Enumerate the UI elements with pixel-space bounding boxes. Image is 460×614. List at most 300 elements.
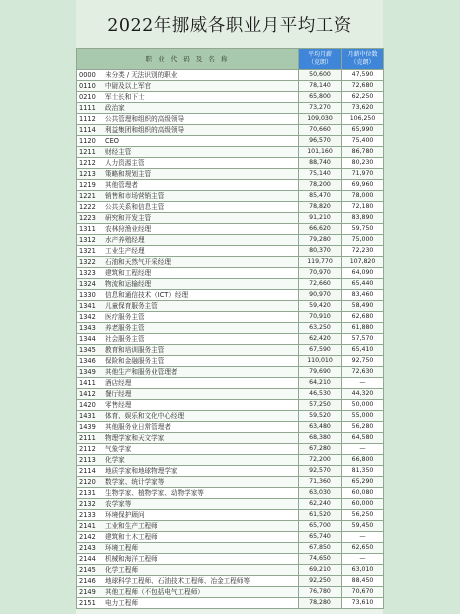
occupation-code: 1321 [79, 247, 96, 255]
table-row [77, 433, 384, 444]
table-body [77, 70, 384, 609]
table-row [77, 191, 384, 202]
occupation-code: 2111 [79, 434, 96, 442]
header-average-line2: （克朗） [307, 59, 332, 66]
table-row [77, 257, 384, 268]
table-row [77, 169, 384, 180]
occupation-code: 1112 [79, 115, 96, 123]
occupation-code: 2112 [79, 445, 96, 453]
occupation-name: 利益集团和组织的高级领导 [105, 126, 185, 134]
occupation-name: 政治家 [105, 104, 125, 112]
average-salary-cell: 78,280 [299, 598, 342, 609]
median-salary-cell: 61,880 [342, 323, 384, 334]
average-salary-cell: 109,030 [299, 114, 342, 125]
median-salary-cell: 59,750 [342, 224, 384, 235]
average-salary-cell: 78,820 [299, 202, 342, 213]
average-salary-cell: 64,210 [299, 378, 342, 389]
median-salary-cell: 50,000 [342, 400, 384, 411]
median-salary-cell: 57,570 [342, 334, 384, 345]
average-salary-cell: 101,160 [299, 147, 342, 158]
occupation-code: 0210 [79, 93, 96, 101]
occupation-code: 2144 [79, 555, 96, 563]
average-salary-cell: 65,740 [299, 532, 342, 543]
table-row [77, 587, 384, 598]
occupation-cell [77, 543, 299, 554]
median-salary-cell: 62,650 [342, 543, 384, 554]
median-salary-cell: 72,680 [342, 81, 384, 92]
occupation-code: 1431 [79, 412, 96, 420]
table-row [77, 345, 384, 356]
occupation-cell [77, 158, 299, 169]
occupation-cell [77, 345, 299, 356]
header-median-line1: 月薪中位数 [347, 51, 378, 58]
average-salary-cell: 63,030 [299, 488, 342, 499]
table-row [77, 323, 384, 334]
occupation-cell [77, 169, 299, 180]
occupation-code: 1213 [79, 170, 96, 178]
average-salary-cell: 62,420 [299, 334, 342, 345]
table-row [77, 103, 384, 114]
average-salary-cell: 92,250 [299, 576, 342, 587]
occupation-name: 工业生产经理 [105, 247, 145, 255]
occupation-name: 中尉及以上军官 [105, 82, 152, 90]
occupation-name: 化学家 [105, 456, 125, 464]
page-title: 2022年挪威各职业月平均工资 [76, 0, 383, 48]
average-salary-cell: 110,010 [299, 356, 342, 367]
occupation-name: 石油和天然气开采经理 [105, 258, 171, 266]
average-salary-cell: 79,280 [299, 235, 342, 246]
occupation-name: 地质学家和地球物理学家 [105, 467, 178, 475]
median-salary-cell: 73,620 [342, 103, 384, 114]
table-row [77, 477, 384, 488]
occupation-name: 公共管理和组织的高级领导 [105, 115, 185, 123]
average-salary-cell: 74,650 [299, 554, 342, 565]
occupation-code: 1324 [79, 280, 96, 288]
average-salary-cell: 70,970 [299, 268, 342, 279]
median-salary-cell: 58,490 [342, 301, 384, 312]
table-row [77, 268, 384, 279]
median-salary-cell: — [342, 532, 384, 543]
table-row [77, 521, 384, 532]
occupation-cell [77, 422, 299, 433]
average-salary-cell: 72,660 [299, 279, 342, 290]
occupation-cell [77, 565, 299, 576]
median-salary-cell: 107,820 [342, 257, 384, 268]
occupation-cell [77, 147, 299, 158]
average-salary-cell: 67,280 [299, 444, 342, 455]
table-row [77, 136, 384, 147]
occupation-name: 财经主管 [105, 148, 132, 156]
table-row [77, 180, 384, 191]
occupation-name: 数学家、统计学家等 [105, 478, 165, 486]
occupation-cell [77, 510, 299, 521]
occupation-code: 2132 [79, 500, 96, 508]
occupation-name: 化学工程师 [105, 566, 138, 574]
median-salary-cell: 72,630 [342, 367, 384, 378]
occupation-name: 信息和通信技术（ICT）经理 [105, 291, 189, 299]
occupation-code: 2145 [79, 566, 96, 574]
median-salary-cell: 62,250 [342, 92, 384, 103]
table-row [77, 224, 384, 235]
occupation-cell [77, 235, 299, 246]
median-salary-cell: 83,890 [342, 213, 384, 224]
median-salary-cell: — [342, 444, 384, 455]
occupation-name: 电力工程师 [105, 599, 138, 607]
header-median-line2: （克朗） [350, 59, 375, 66]
occupation-cell [77, 433, 299, 444]
header-average-line1: 平均月薪 [307, 51, 332, 58]
occupation-cell [77, 444, 299, 455]
median-salary-cell: 72,180 [342, 202, 384, 213]
median-salary-cell: 75,000 [342, 235, 384, 246]
occupation-name: 保险和金融服务主管 [105, 357, 165, 365]
table-row [77, 411, 384, 422]
occupation-name: 环境工程师 [105, 544, 138, 552]
average-salary-cell: 59,520 [299, 411, 342, 422]
occupation-code: 2113 [79, 456, 96, 464]
occupation-name: 体育、娱乐和文化中心经理 [105, 412, 185, 420]
occupation-cell [77, 257, 299, 268]
occupation-cell [77, 587, 299, 598]
occupation-code: 1212 [79, 159, 96, 167]
table-row [77, 125, 384, 136]
occupation-cell [77, 246, 299, 257]
occupation-cell [77, 466, 299, 477]
table-row [77, 400, 384, 411]
average-salary-cell: 70,660 [299, 125, 342, 136]
average-salary-cell: 79,690 [299, 367, 342, 378]
occupation-cell [77, 312, 299, 323]
occupation-cell [77, 356, 299, 367]
average-salary-cell: 66,620 [299, 224, 342, 235]
average-salary-cell: 70,910 [299, 312, 342, 323]
occupation-name: 其他管理者 [105, 181, 138, 189]
occupation-cell [77, 400, 299, 411]
average-salary-cell: 46,530 [299, 389, 342, 400]
average-salary-cell: 67,590 [299, 345, 342, 356]
header-average-salary [299, 49, 342, 70]
occupation-code: 1221 [79, 192, 96, 200]
occupation-name: 未分类 / 无法识别的职业 [105, 71, 178, 79]
occupation-name: 农学家等 [105, 500, 132, 508]
occupation-name: 策略和规划主管 [105, 170, 152, 178]
average-salary-cell: 72,200 [299, 455, 342, 466]
table-header-row [77, 49, 384, 70]
occupation-cell [77, 323, 299, 334]
table-row [77, 202, 384, 213]
table-row [77, 499, 384, 510]
occupation-code: 2143 [79, 544, 96, 552]
occupation-name: 人力资源主管 [105, 159, 145, 167]
occupation-name: 军士长和下士 [105, 93, 145, 101]
average-salary-cell: 62,240 [299, 499, 342, 510]
median-salary-cell: — [342, 378, 384, 389]
occupation-cell [77, 279, 299, 290]
occupation-name: 环境保护顾问 [105, 511, 145, 519]
occupation-cell [77, 114, 299, 125]
occupation-code: 2114 [79, 467, 96, 475]
average-salary-cell: 63,250 [299, 323, 342, 334]
occupation-code: 2133 [79, 511, 96, 519]
occupation-code: 1341 [79, 302, 96, 310]
occupation-code: 2120 [79, 478, 96, 486]
average-salary-cell: 67,850 [299, 543, 342, 554]
occupation-code: 1344 [79, 335, 96, 343]
occupation-cell [77, 136, 299, 147]
average-salary-cell: 78,200 [299, 180, 342, 191]
median-salary-cell: 56,250 [342, 510, 384, 521]
occupation-code: 1223 [79, 214, 96, 222]
occupation-cell [77, 81, 299, 92]
table-row [77, 444, 384, 455]
occupation-name: 教育和培训服务主管 [105, 346, 165, 354]
median-salary-cell: 64,580 [342, 433, 384, 444]
occupation-cell [77, 411, 299, 422]
occupation-code: 0000 [79, 71, 96, 79]
salary-table [76, 48, 384, 609]
table-row [77, 114, 384, 125]
average-salary-cell: 75,140 [299, 169, 342, 180]
table-row [77, 235, 384, 246]
median-salary-cell: 71,970 [342, 169, 384, 180]
median-salary-cell: 55,000 [342, 411, 384, 422]
occupation-code: 1219 [79, 181, 96, 189]
table-row [77, 576, 384, 587]
median-salary-cell: 106,250 [342, 114, 384, 125]
occupation-code: 1322 [79, 258, 96, 266]
median-salary-cell: 44,320 [342, 389, 384, 400]
table-row [77, 367, 384, 378]
average-salary-cell: 69,210 [299, 565, 342, 576]
median-salary-cell: 88,450 [342, 576, 384, 587]
table-row [77, 532, 384, 543]
occupation-name: 水产养殖经理 [105, 236, 145, 244]
occupation-name: 儿童保育服务主管 [105, 302, 158, 310]
table-row [77, 92, 384, 103]
median-salary-cell: 65,410 [342, 345, 384, 356]
occupation-code: 2142 [79, 533, 96, 541]
table-row [77, 356, 384, 367]
occupation-cell [77, 224, 299, 235]
table-row [77, 598, 384, 609]
occupation-name: 养老服务主管 [105, 324, 145, 332]
average-salary-cell: 71,360 [299, 477, 342, 488]
occupation-cell [77, 576, 299, 587]
average-salary-cell: 59,420 [299, 301, 342, 312]
table-row [77, 246, 384, 257]
median-salary-cell: 78,000 [342, 191, 384, 202]
occupation-name: 机械和海洋工程师 [105, 555, 158, 563]
header-occupation: 职 业 代 码 及 名 称 [77, 49, 299, 70]
occupation-name: 农林狩渔业经理 [105, 225, 152, 233]
median-salary-cell: 65,990 [342, 125, 384, 136]
occupation-code: 1323 [79, 269, 96, 277]
occupation-code: 2149 [79, 588, 96, 596]
average-salary-cell: 91,210 [299, 213, 342, 224]
occupation-code: 2151 [79, 599, 96, 607]
occupation-cell [77, 488, 299, 499]
occupation-cell [77, 455, 299, 466]
table-row [77, 290, 384, 301]
average-salary-cell: 88,740 [299, 158, 342, 169]
median-salary-cell: 66,800 [342, 455, 384, 466]
right-margin [383, 0, 460, 614]
occupation-code: 1345 [79, 346, 96, 354]
occupation-name: 其他工程师（不包括电气工程师） [105, 588, 204, 596]
average-salary-cell: 85,470 [299, 191, 342, 202]
occupation-cell [77, 334, 299, 345]
occupation-cell [77, 103, 299, 114]
occupation-code: 1343 [79, 324, 96, 332]
median-salary-cell: 73,610 [342, 598, 384, 609]
table-row [77, 279, 384, 290]
occupation-name: 物理学家和天文学家 [105, 434, 165, 442]
average-salary-cell: 78,140 [299, 81, 342, 92]
occupation-name: 建筑和工程经理 [105, 269, 152, 277]
occupation-name: 酒店经理 [105, 379, 132, 387]
average-salary-cell: 80,370 [299, 246, 342, 257]
occupation-code: 1439 [79, 423, 96, 431]
median-salary-cell: 80,230 [342, 158, 384, 169]
occupation-cell [77, 92, 299, 103]
occupation-name: 销售和市场营销主管 [105, 192, 165, 200]
table-row [77, 334, 384, 345]
occupation-name: 社会服务主管 [105, 335, 145, 343]
median-salary-cell: — [342, 554, 384, 565]
occupation-code: 0110 [79, 82, 96, 90]
header-median-salary [342, 49, 384, 70]
median-salary-cell: 62,680 [342, 312, 384, 323]
median-salary-cell: 63,010 [342, 565, 384, 576]
occupation-code: 1420 [79, 401, 96, 409]
occupation-name: 生物学家、植物学家、动物学家等 [105, 489, 204, 497]
median-salary-cell: 64,090 [342, 268, 384, 279]
table-row [77, 466, 384, 477]
occupation-name: 其他生产和服务业管理者 [105, 368, 178, 376]
occupation-code: 2131 [79, 489, 96, 497]
table-row [77, 565, 384, 576]
occupation-name: 餐厅经理 [105, 390, 132, 398]
occupation-name: 建筑和土木工程师 [105, 533, 158, 541]
table-row [77, 422, 384, 433]
average-salary-cell: 68,380 [299, 433, 342, 444]
occupation-code: 1346 [79, 357, 96, 365]
table-row [77, 543, 384, 554]
occupation-cell [77, 554, 299, 565]
average-salary-cell: 57,250 [299, 400, 342, 411]
occupation-name: 其他服务业日常管理者 [105, 423, 171, 431]
average-salary-cell: 65,700 [299, 521, 342, 532]
table-row [77, 488, 384, 499]
table-row [77, 70, 384, 81]
occupation-name: 零售经理 [105, 401, 132, 409]
average-salary-cell: 90,970 [299, 290, 342, 301]
occupation-cell [77, 477, 299, 488]
occupation-name: 地球科学工程师、石油技术工程师、冶金工程师等 [105, 577, 251, 585]
median-salary-cell: 75,400 [342, 136, 384, 147]
occupation-code: 1411 [79, 379, 96, 387]
table-row [77, 455, 384, 466]
median-salary-cell: 92,750 [342, 356, 384, 367]
occupation-code: 2146 [79, 577, 96, 585]
average-salary-cell: 50,600 [299, 70, 342, 81]
median-salary-cell: 60,080 [342, 488, 384, 499]
occupation-code: 1311 [79, 225, 96, 233]
median-salary-cell: 60,000 [342, 499, 384, 510]
average-salary-cell: 65,800 [299, 92, 342, 103]
occupation-name: 气象学家 [105, 445, 132, 453]
median-salary-cell: 70,670 [342, 587, 384, 598]
occupation-cell [77, 268, 299, 279]
table-row [77, 81, 384, 92]
occupation-cell [77, 125, 299, 136]
median-salary-cell: 72,230 [342, 246, 384, 257]
average-salary-cell: 63,480 [299, 422, 342, 433]
occupation-name: 医疗服务主管 [105, 313, 145, 321]
average-salary-cell: 73,270 [299, 103, 342, 114]
occupation-code: 1349 [79, 368, 96, 376]
average-salary-cell: 92,570 [299, 466, 342, 477]
occupation-cell [77, 521, 299, 532]
occupation-code: 1312 [79, 236, 96, 244]
occupation-name: CEO [105, 137, 119, 145]
occupation-cell [77, 290, 299, 301]
occupation-code: 1120 [79, 137, 96, 145]
occupation-cell [77, 367, 299, 378]
median-salary-cell: 86,780 [342, 147, 384, 158]
average-salary-cell: 96,570 [299, 136, 342, 147]
occupation-cell [77, 378, 299, 389]
median-salary-cell: 56,280 [342, 422, 384, 433]
occupation-code: 1111 [79, 104, 96, 112]
occupation-cell [77, 389, 299, 400]
table-row [77, 378, 384, 389]
occupation-code: 1412 [79, 390, 96, 398]
occupation-name: 公共关系和信息主管 [105, 203, 165, 211]
table-row [77, 510, 384, 521]
median-salary-cell: 65,440 [342, 279, 384, 290]
occupation-name: 物流和运输经理 [105, 280, 152, 288]
occupation-cell [77, 180, 299, 191]
median-salary-cell: 83,460 [342, 290, 384, 301]
table-row [77, 301, 384, 312]
occupation-code: 1211 [79, 148, 96, 156]
median-salary-cell: 81,350 [342, 466, 384, 477]
table-row [77, 554, 384, 565]
left-margin [0, 0, 76, 614]
occupation-cell [77, 202, 299, 213]
table-row [77, 147, 384, 158]
median-salary-cell: 65,290 [342, 477, 384, 488]
occupation-cell [77, 598, 299, 609]
occupation-code: 1342 [79, 313, 96, 321]
occupation-name: 工业和生产工程师 [105, 522, 158, 530]
average-salary-cell: 119,770 [299, 257, 342, 268]
table-row [77, 213, 384, 224]
occupation-code: 2141 [79, 522, 96, 530]
occupation-cell [77, 532, 299, 543]
occupation-cell [77, 499, 299, 510]
median-salary-cell: 59,450 [342, 521, 384, 532]
table-row [77, 389, 384, 400]
median-salary-cell: 69,960 [342, 180, 384, 191]
average-salary-cell: 76,780 [299, 587, 342, 598]
average-salary-cell: 61,520 [299, 510, 342, 521]
occupation-cell [77, 213, 299, 224]
occupation-cell [77, 70, 299, 81]
occupation-name: 研究和开发主管 [105, 214, 152, 222]
occupation-cell [77, 301, 299, 312]
